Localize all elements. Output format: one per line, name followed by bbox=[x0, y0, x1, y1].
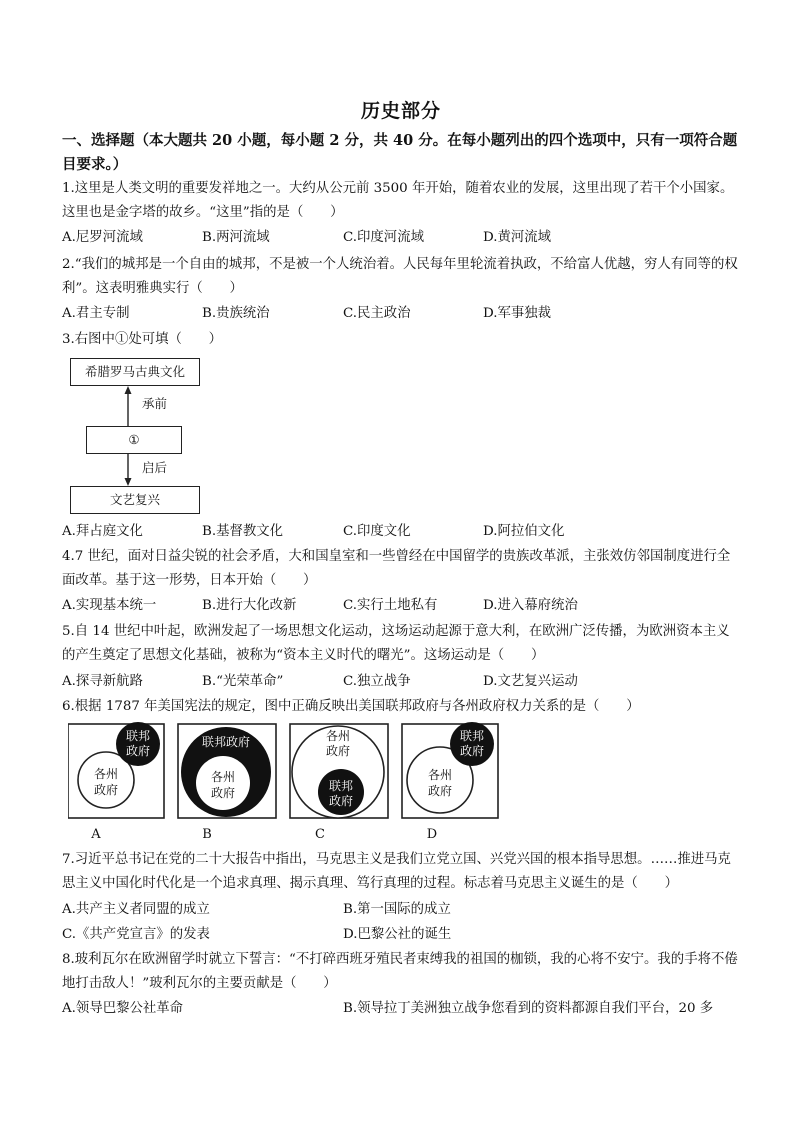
section-heading: 一、选择题（本大题共 20 小题，每小题 2 分，共 40 分。在每小题列出的四个选项中，只有一项符合题目要求。） bbox=[62, 132, 738, 173]
option-d: D.巴黎公社的诞生 bbox=[343, 927, 452, 942]
option-a: A.君主专制 bbox=[62, 306, 130, 321]
question-2-options bbox=[62, 302, 740, 326]
venn-label-a: A bbox=[91, 827, 101, 842]
flow-box-bottom: 文艺复兴 bbox=[70, 486, 200, 514]
venn-a-state-l2: 政府 bbox=[93, 783, 119, 797]
venn-b-federal: 联邦政府 bbox=[201, 735, 251, 749]
question-7-options-row2 bbox=[62, 923, 740, 947]
option-b: B.贵族统治 bbox=[202, 306, 270, 321]
arrow-up-icon bbox=[122, 386, 134, 426]
question-6: 6.根据 1787 年美国宪法的规定，图中正确反映出美国联邦政府与各州政府权力关系的是（ ） bbox=[62, 699, 640, 714]
option-a: A.尼罗河流域 bbox=[62, 230, 143, 245]
venn-a-state-l1: 各州 bbox=[93, 767, 119, 781]
option-d: D.黄河流域 bbox=[483, 230, 552, 245]
question-7: 7.习近平总书记在党的二十大报告中指出，马克思主义是我们立党立国、兴党兴国的根本指导思想。……推进马克思主义中国化时代化是一个追求真理、揭示真理、笃行真理的过程。标志着马克思主义诞生的是（ ） bbox=[62, 852, 731, 891]
option-b: B.第一国际的成立 bbox=[343, 902, 451, 917]
flow-box-middle: ① bbox=[86, 426, 182, 454]
question-7-options-row1 bbox=[62, 898, 740, 922]
venn-c-federal-l1: 联邦 bbox=[328, 779, 354, 793]
flow-label-up: 承前 bbox=[142, 396, 168, 411]
venn-d-state-l2: 政府 bbox=[427, 784, 453, 798]
option-d: D.文艺复兴运动 bbox=[483, 674, 578, 689]
option-b: B.基督教文化 bbox=[202, 524, 284, 539]
option-b: B.“光荣革命” bbox=[202, 674, 284, 689]
option-a: A.领导巴黎公社革命 bbox=[62, 1001, 184, 1016]
venn-c-federal-l2: 政府 bbox=[328, 794, 354, 808]
flow-box-top: 希腊罗马古典文化 bbox=[70, 358, 200, 386]
venn-d-federal-l1: 联邦 bbox=[459, 729, 485, 743]
question-5: 5.自 14 世纪中叶起，欧洲发起了一场思想文化运动，这场运动起源于意大利，在欧洲广泛传播，为欧洲资本主义的产生奠定了思想文化基础，被称为“资本主义时代的曙光”。这场运动是（ ） bbox=[62, 624, 730, 663]
venn-c-state-l2: 政府 bbox=[325, 744, 351, 758]
venn-c-state-l1: 各州 bbox=[325, 729, 351, 743]
venn-d-state-l1: 各州 bbox=[427, 768, 453, 782]
question-8-options bbox=[62, 997, 740, 1021]
option-d: D.军事独裁 bbox=[483, 306, 552, 321]
question-3-options bbox=[62, 520, 740, 544]
option-c: C.实行土地私有 bbox=[343, 598, 438, 613]
question-5-options bbox=[62, 670, 740, 694]
flow-diagram bbox=[70, 358, 200, 516]
venn-label-b: B bbox=[202, 827, 212, 842]
venn-d-federal-l2: 政府 bbox=[459, 744, 485, 758]
question-2: 2.“我们的城邦是一个自由的城邦，不是被一个人统治着。人民每年里轮流着执政，不给富人优越，穷人有同等的权利”。这表明雅典实行（ ） bbox=[62, 257, 738, 296]
question-3: 3.右图中①处可填（ ） bbox=[62, 332, 223, 347]
venn-a-federal-l1: 联邦 bbox=[125, 729, 151, 743]
option-c: C.民主政治 bbox=[343, 306, 411, 321]
option-b: B.两河流域 bbox=[202, 230, 270, 245]
option-a: A.探寻新航路 bbox=[62, 674, 143, 689]
page-title: 历史部分 bbox=[360, 100, 441, 122]
venn-a-federal-l2: 政府 bbox=[125, 744, 151, 758]
venn-diagrams bbox=[68, 722, 508, 847]
question-1: 1.这里是人类文明的重要发祥地之一。大约从公元前 3500 年开始，随着农业的发展，这里出现了若干个小国家。这里也是金字塔的故乡。“这里”指的是（ ） bbox=[62, 181, 734, 220]
option-c: C.印度河流域 bbox=[343, 230, 424, 245]
option-d: D.进入幕府统治 bbox=[483, 598, 578, 613]
flow-label-down: 启后 bbox=[142, 460, 168, 475]
option-a: A.拜占庭文化 bbox=[62, 524, 143, 539]
venn-b-state-l2: 政府 bbox=[210, 786, 236, 800]
option-a: A.实现基本统一 bbox=[62, 598, 157, 613]
venn-label-d: D bbox=[426, 827, 438, 842]
venn-label-c: C bbox=[315, 827, 325, 842]
venn-b-state-l1: 各州 bbox=[210, 770, 236, 784]
question-1-options bbox=[62, 226, 740, 250]
question-4-options bbox=[62, 594, 740, 618]
option-c: C.《共产党宣言》的发表 bbox=[62, 927, 210, 942]
option-a: A.共产主义者同盟的成立 bbox=[62, 902, 210, 917]
option-b: B.进行大化改新 bbox=[202, 598, 297, 613]
question-4: 4.7 世纪，面对日益尖锐的社会矛盾，大和国皇室和一些曾经在中国留学的贵族改革派，主张效仿邻国制度进行全面改革。基于这一形势，日本开始（ ） bbox=[62, 549, 731, 588]
option-d: D.阿拉伯文化 bbox=[483, 524, 565, 539]
option-c: C.印度文化 bbox=[343, 524, 411, 539]
option-c: C.独立战争 bbox=[343, 674, 411, 689]
option-b: B.领导拉丁美洲独立战争您看到的资料都源自我们平台，20 多 bbox=[343, 1001, 714, 1016]
question-8: 8.玻利瓦尔在欧洲留学时就立下誓言：“不打碎西班牙殖民者束缚我的祖国的枷锁，我的心将不安宁。我的手将不倦地打击敌人！”玻利瓦尔的主要贡献是（ ） bbox=[62, 952, 738, 991]
arrow-down-icon bbox=[122, 454, 134, 486]
